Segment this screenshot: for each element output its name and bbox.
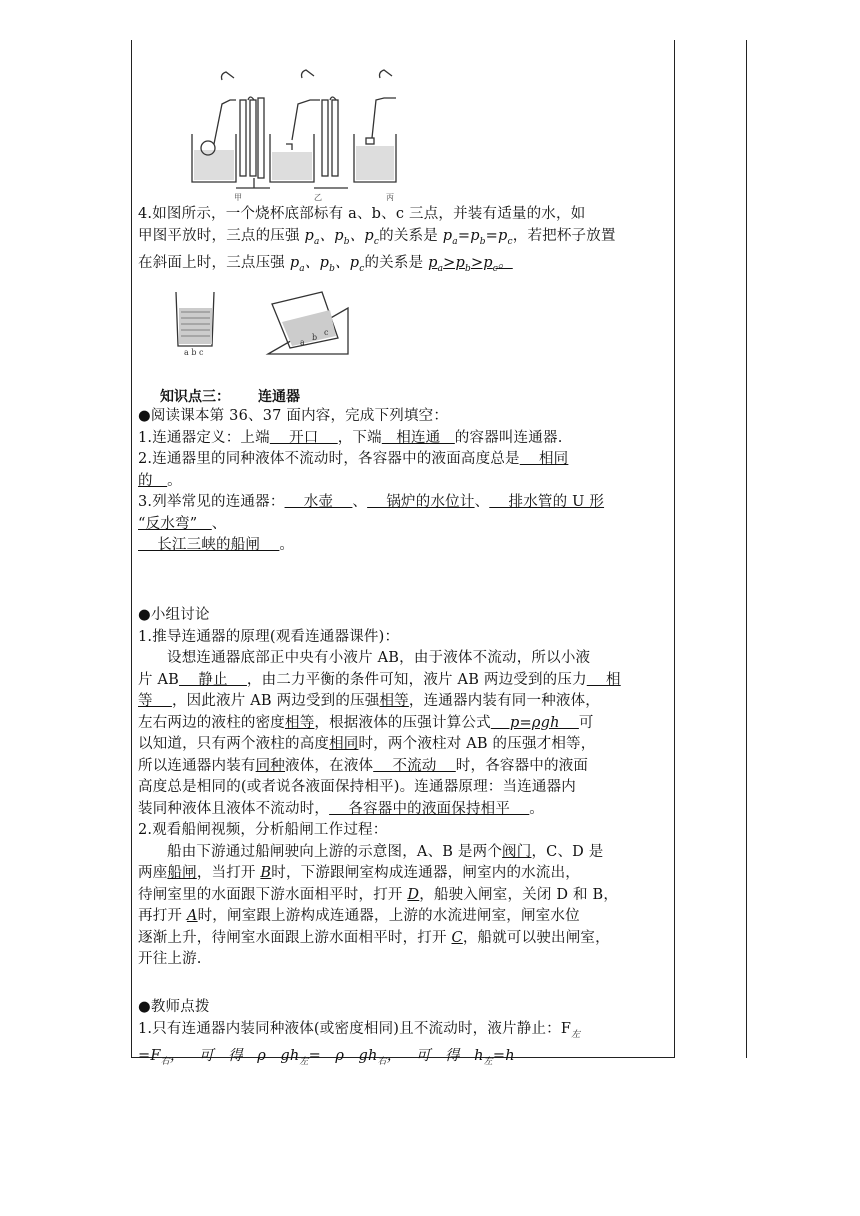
reading-line3: 3.列举常见的连通器： 水壶 、 锅炉的水位计、 排水管的 U 形 <box>138 494 605 510</box>
teacher-title: ●教师点拨 <box>138 999 210 1015</box>
teacher-notes <box>138 997 668 1073</box>
reading-line2b: 的 。 <box>138 472 182 489</box>
group-p1-line3: 等 ，因此液片 AB 两边受到的压强相等，连通器内装有同一种液体， <box>138 693 600 709</box>
reading-line3c: 长江三峡的船闸 。 <box>138 537 295 553</box>
group-title: ●小组讨论 <box>138 607 210 623</box>
group-p2-line4: 再打开 A时，闸室跟上游构成连通器，上游的水流进闸室，闸室水位 <box>138 908 580 924</box>
beaker-tilt-a: a <box>300 338 305 347</box>
group-p2-line2: 两座船闸，当打开 B时，下游跟闸室构成连通器，闸室内的水流出， <box>138 865 580 881</box>
pressure-gauge-figure <box>174 40 404 202</box>
q4-line2: 甲图平放时，三点的压强 $p_a$、$p_b$、$p_c$的关系是 $p_a=p_b=p_c$，若把杯子放置 <box>138 227 616 247</box>
group-p1-line5: 以知道，只有两个液柱的高度相同时，两个液柱对 AB 的压强才相等， <box>138 736 596 752</box>
reading-line1: 1.连通器定义：上端 开口 ，下端 相连通 的容器叫连通器. <box>138 429 563 446</box>
label-bing: 丙 <box>386 193 394 202</box>
group-discussion <box>138 605 668 971</box>
q4-answer: $p_a>p_b>p_c$。 <box>428 254 513 274</box>
reading-line3b: “反水弯” 、 <box>138 515 227 532</box>
section-3-heading: 知识点三： 连通器 <box>160 389 300 405</box>
group-p1-line7: 高度总是相同的(或者说各液面保持相平)。连通器原理：当连通器内 <box>138 779 577 795</box>
group-p2-line6: 开往上游. <box>138 951 202 967</box>
teacher-line2: $=F_右$， 可 得 ρ $gh_左= \rho$ $gh_右$， 可 得 $h_左=h$ <box>138 1047 515 1067</box>
reading-intro: ●阅读课本第 36、37 面内容，完成下列填空： <box>138 408 449 424</box>
beaker-flat-labels: a b c <box>184 348 204 357</box>
reading-section <box>138 406 668 557</box>
beaker-figure <box>172 288 352 358</box>
group-p1-line6: 所以连通器内装有同种液体，在液体 不流动 时，各容器中的液面 <box>138 757 589 774</box>
beaker-tilt-b: b <box>312 333 318 342</box>
group-p1-line4: 左右两边的液柱的密度相等，根据液体的压强计算公式 p=ρgh 可 <box>138 714 594 731</box>
group-p1-line1: 设想连通器底部正中央有小液片 AB，由于液体不流动，所以小液 <box>167 650 591 666</box>
group-p2-line3: 待闸室里的水面跟下游水面相平时，打开 D，船驶入闸室，关闭 D 和 B， <box>138 886 619 903</box>
label-jia: 甲 <box>234 193 242 202</box>
teacher-line1: 1.只有连通器内装同种液体(或密度相同)且不流动时，液片静止：$F_左$ <box>138 1020 581 1040</box>
group-p1-title: 1.推导连通器的原理(观看连通器课件)： <box>138 628 400 645</box>
group-p1-line2: 片 AB 静止 ，由二力平衡的条件可知，液片 AB 两边受到的压力 相 <box>138 671 621 688</box>
group-p2-line1: 船由下游通过船闸驶向上游的示意图，A、B 是两个阀门，C、D 是 <box>167 843 604 860</box>
question-4 <box>138 204 668 280</box>
label-yi: 乙 <box>314 193 322 202</box>
group-p1-line8: 装同种液体且液体不流动时， 各容器中的液面保持相平 。 <box>138 800 544 817</box>
beaker-tilt-c: c <box>324 328 329 337</box>
table-cell-side <box>675 40 747 1058</box>
group-p2-title: 2.观看船闸视频，分析船闸工作过程： <box>138 822 388 838</box>
q4-line3: 在斜面上时，三点压强 $p_a$、$p_b$、$p_c$的关系是 $p_a>p_b>p_c$。 <box>138 254 513 274</box>
reading-line2: 2.连通器里的同种液体不流动时，各容器中的液面高度总是 相同 <box>138 451 569 467</box>
group-p2-line5: 逐渐上升，待闸室水面跟上游水面相平时，打开 C，船就可以驶出闸室， <box>138 929 610 946</box>
q4-line1: 4.如图所示，一个烧杯底部标有 a、b、c 三点，并装有适量的水，如 <box>138 206 586 222</box>
